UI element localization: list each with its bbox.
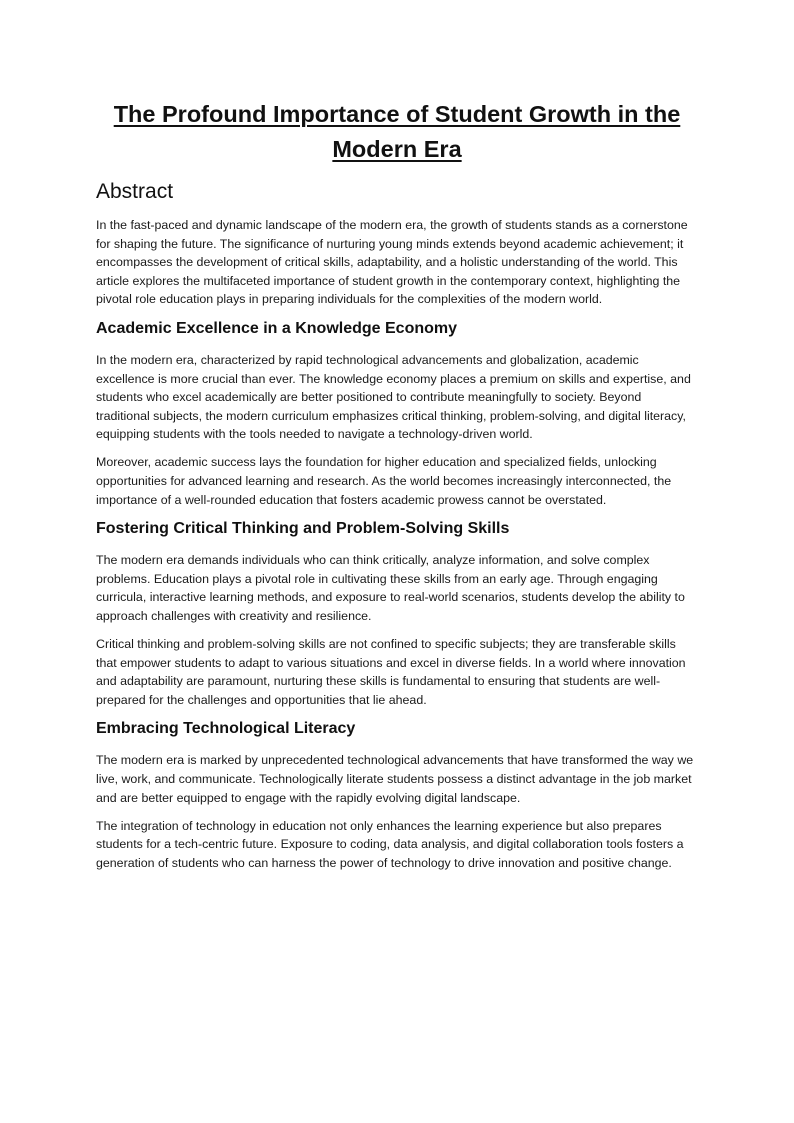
section-paragraph: Moreover, academic success lays the foundation for higher education and specialized fields, unlocking opportunities for advanced learning and research. As the world becomes increasingly interconnected, the importance of a well-rounded education that fosters academic prowess cannot be overstated. <box>96 455 672 507</box>
section-academic-excellence <box>96 317 698 509</box>
section-technological-literacy <box>96 717 698 872</box>
section-paragraph: The integration of technology in education not only enhances the learning experience but also prepares students for a tech-centric future. Exposure to coding, data analysis, and digital collaboration tools fosters a generation of students who can harness the power of technology to drive innovation and positive change. <box>96 818 684 870</box>
section-paragraph: Critical thinking and problem-solving skills are not confined to specific subjects; they are transferable skills that empower students to adapt to various situations and excel in diverse fields. In a world where innovation and adaptability are paramount, nurturing these skills is fundamental to ensuring that students are well-prepared for the challenges and opportunities that lie ahead. <box>96 637 686 707</box>
section-heading: Fostering Critical Thinking and Problem-Solving Skills <box>96 520 510 538</box>
section-heading: Academic Excellence in a Knowledge Economy <box>96 319 458 337</box>
section-critical-thinking <box>96 517 698 709</box>
section-paragraph: In the modern era, characterized by rapid technological advancements and globalization, academic excellence is more crucial than ever. The knowledge economy places a premium on skills and expertise, and students who excel academically are better positioned to contribute meaningfully to society. Beyond traditional subjects, the modern curriculum emphasizes critical thinking, problem-solving, and digital literacy, equipping students with the tools needed to navigate a technology-driven world. <box>96 352 691 442</box>
section-paragraph: The modern era is marked by unprecedented technological advancements that have transformed the way we live, work, and communicate. Technologically literate students possess a distinct advantage in the job market and are better equipped to engage with the rapidly evolving digital landscape. <box>96 753 694 805</box>
section-paragraph: The modern era demands individuals who can think critically, analyze information, and solve complex problems. Education plays a pivotal role in cultivating these skills from an early age. Through engaging curricula, interactive learning methods, and exposure to real-world scenarios, students develop the ability to approach challenges with creativity and resilience. <box>96 553 685 623</box>
abstract-heading: Abstract <box>96 180 174 203</box>
section-heading: Embracing Technological Literacy <box>96 720 356 738</box>
abstract-paragraph: In the fast-paced and dynamic landscape of the modern era, the growth of students stands as a cornerstone for shaping the future. The significance of nurturing young minds extends beyond academic achievement; it encompasses the development of critical skills, adaptability, and a holistic understanding of the world. This article explores the multifaceted importance of student growth in the contemporary context, highlighting the pivotal role education plays in preparing individuals for the complexities of the modern world. <box>96 218 688 307</box>
document-title: The Profound Importance of Student Growth in the Modern Era <box>113 101 681 162</box>
